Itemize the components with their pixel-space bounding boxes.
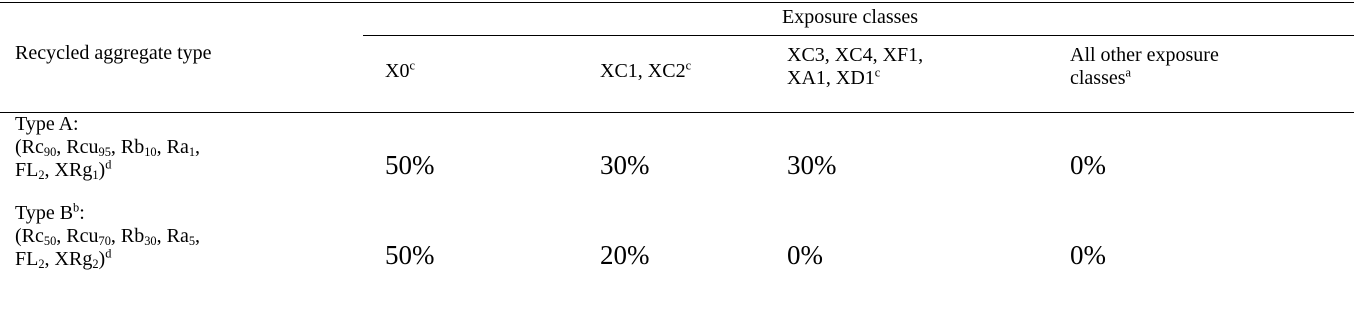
exposure-group-rule bbox=[363, 35, 1354, 36]
column-header-x0: X0$^c$ bbox=[385, 58, 415, 82]
cell-type-a-x0: 50% bbox=[385, 150, 435, 180]
composition-line: $FL_2$, XRg$_2$)$^d$ bbox=[15, 246, 112, 272]
table-row-type-a-label: Type A: ($Rc_{90}$, Rcu$_{95}$, $Rb_{10}$, $Ra_1$, $FL_2$, XRg$_1$)$^d$ bbox=[15, 113, 201, 183]
composition-line: $FL_2$, XRg$_1$)$^d$ bbox=[15, 157, 112, 183]
footnote-mark: a bbox=[1125, 65, 1132, 80]
cell-type-b-x0: 50% bbox=[385, 240, 435, 270]
column-header-xc3-xc4: XC3, XC4, XF1, XA1, XD1$^c$ bbox=[787, 44, 924, 89]
exposure-classes-header: Exposure classes bbox=[782, 6, 919, 28]
cell-type-a-xc3-xc4: 30% bbox=[787, 150, 837, 180]
cell-type-b-all-other: 0% bbox=[1070, 240, 1106, 270]
cell-type-b-xc1-xc2: 20% bbox=[600, 240, 650, 270]
cell-type-b-xc3-xc4: 0% bbox=[787, 240, 823, 270]
recycled-aggregate-type-header: Recycled aggregate type bbox=[15, 42, 212, 64]
composition-line: ($Rc_{50}$, Rcu$_{70}$, $Rb_{30}$, $Ra_5$, bbox=[15, 225, 201, 249]
header-bottom-rule bbox=[0, 112, 1354, 113]
cell-type-a-xc1-xc2: 30% bbox=[600, 150, 650, 180]
table-top-rule bbox=[0, 2, 1354, 3]
composition-line: ($Rc_{90}$, Rcu$_{95}$, $Rb_{10}$, $Ra_1$, bbox=[15, 136, 201, 160]
column-header-all-other: All other exposure classes$^a$ bbox=[1070, 44, 1219, 89]
footnote-mark: c bbox=[685, 58, 692, 73]
cell-type-a-all-other: 0% bbox=[1070, 150, 1106, 180]
column-header-xc1-xc2: XC1, XC2$^c$ bbox=[600, 58, 692, 82]
footnote-mark: c bbox=[409, 58, 415, 73]
footnote-mark: c bbox=[874, 65, 881, 80]
table-row-type-b-label: Type $B^b$: ($Rc_{50}$, Rcu$_{70}$, $Rb_{30}$, $Ra_5$, $FL_2$, XRg$_2$)$^d$ bbox=[15, 200, 201, 272]
footnote-mark: b bbox=[73, 200, 80, 215]
